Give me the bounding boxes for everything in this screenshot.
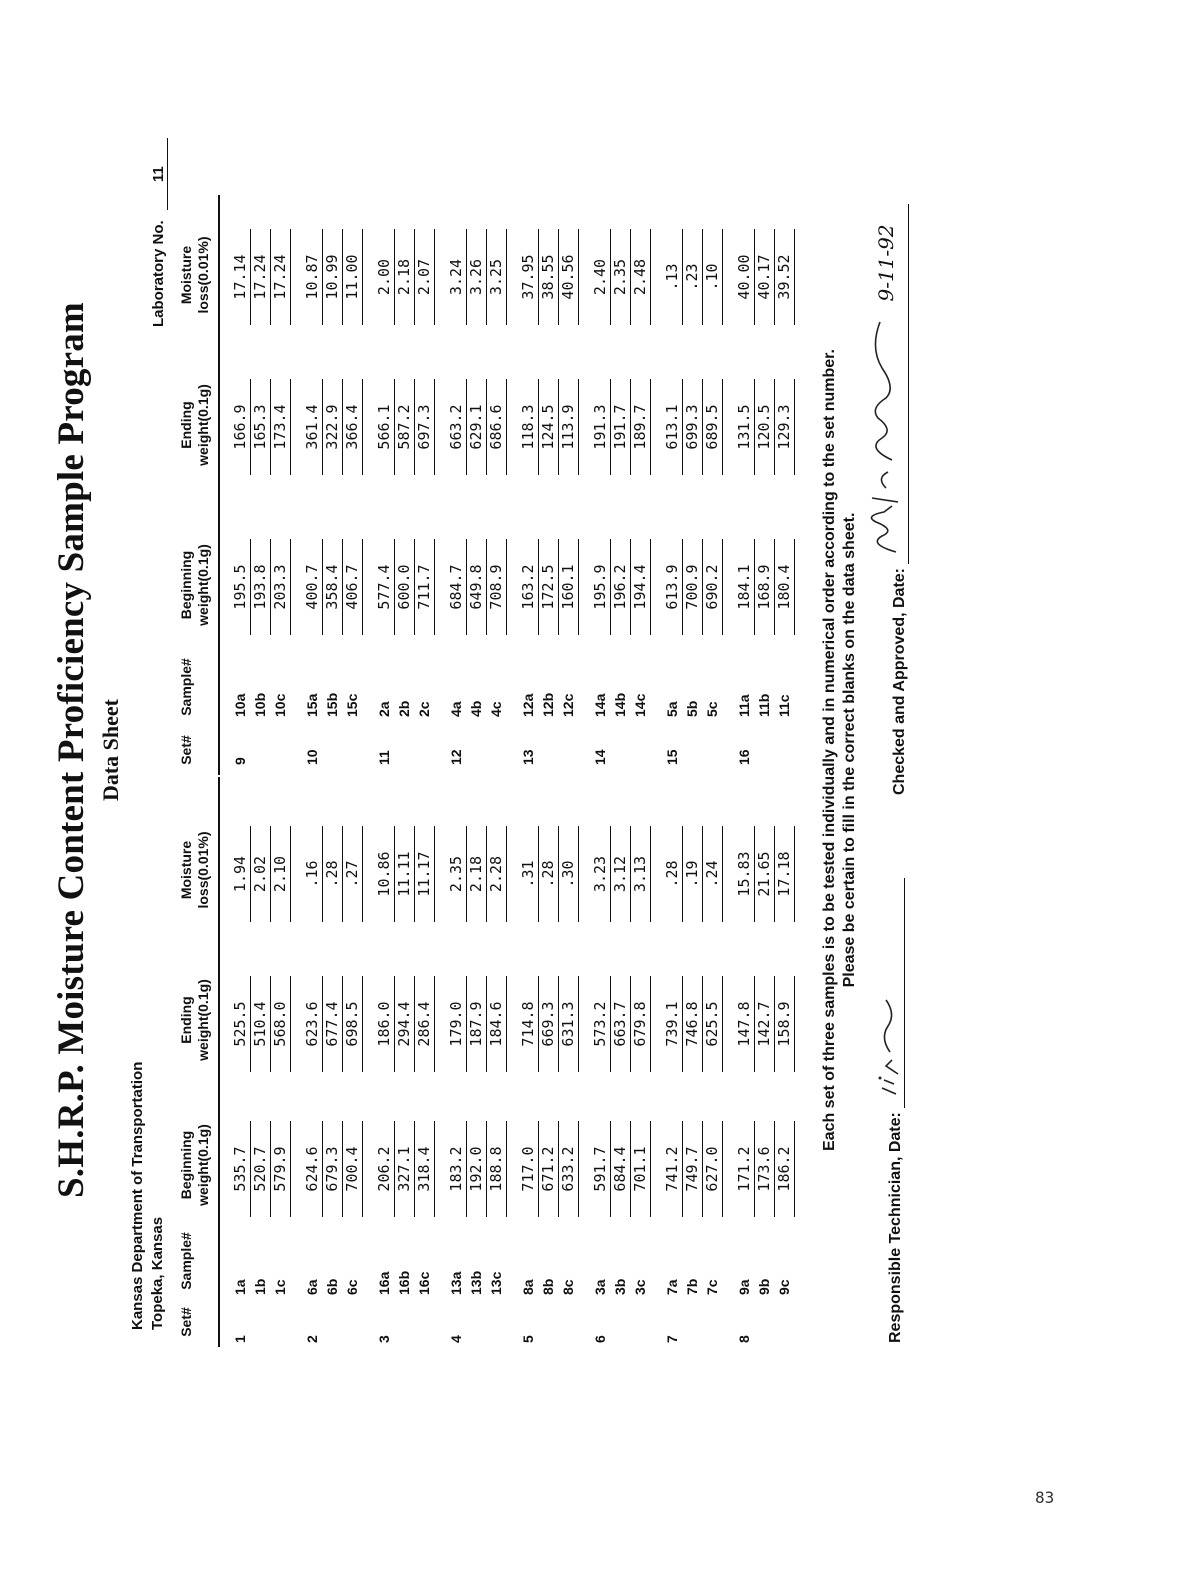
ending-weight: 294.4 [394, 976, 415, 1072]
page-title: S.H.R.P. Moisture Content Proficiency Sample Program [51, 302, 92, 1198]
moisture-loss: 17.24 [270, 229, 291, 325]
sample-id: 5c [704, 701, 720, 717]
sample-id: 4a [448, 701, 464, 717]
sample-id: 10b [252, 692, 268, 717]
ending-weight: 510.4 [250, 976, 271, 1072]
moisture-loss: .27 [342, 826, 363, 922]
ending-weight: 118.3 [518, 379, 539, 475]
sample-id: 8a [520, 1279, 536, 1295]
beginning-weight: 168.9 [754, 539, 775, 635]
beginning-weight: 701.1 [630, 1121, 651, 1217]
beginning-weight: 708.9 [486, 539, 507, 635]
beginning-weight: 700.4 [342, 1121, 363, 1217]
ending-weight: 173.4 [270, 379, 291, 475]
header-rule-right [218, 195, 220, 775]
sample-id: 4b [468, 700, 484, 717]
header-beginning-left: Beginning weight(0.1g) [178, 1124, 211, 1206]
moisture-loss: 3.24 [446, 229, 467, 325]
ending-weight: 613.1 [662, 379, 683, 475]
header-ending-left: Ending weight(0.1g) [178, 979, 211, 1061]
beginning-weight: 671.2 [538, 1121, 559, 1217]
moisture-loss: 11.17 [414, 826, 435, 922]
header-moisture-right: Moisture loss(0.01%) [178, 236, 211, 314]
set-number: 16 [736, 749, 752, 765]
ending-weight: 686.6 [486, 379, 507, 475]
ending-weight: 191.3 [590, 379, 611, 475]
sample-id: 12c [560, 693, 576, 717]
moisture-loss: .16 [302, 826, 323, 922]
sample-id: 6b [324, 1278, 340, 1295]
sample-id: 16c [416, 1271, 432, 1295]
page-number: 83 [1035, 1488, 1055, 1507]
ending-weight: 568.0 [270, 976, 291, 1072]
beginning-weight: 203.3 [270, 539, 291, 635]
moisture-loss: .28 [538, 826, 559, 922]
beginning-weight: 749.7 [682, 1121, 703, 1217]
ending-weight: 120.5 [754, 379, 775, 475]
sample-id: 7a [664, 1279, 680, 1295]
beginning-weight: 196.2 [610, 539, 631, 635]
sample-id: 13b [468, 1270, 484, 1295]
set-number: 4 [448, 1335, 464, 1343]
moisture-loss: 2.35 [446, 826, 467, 922]
header-moisture-left: Moisture loss(0.01%) [178, 831, 211, 909]
set-number: 7 [664, 1335, 680, 1343]
beginning-weight: 613.9 [662, 539, 683, 635]
sample-id: 12b [540, 692, 556, 717]
set-number: 8 [736, 1335, 752, 1343]
sample-id: 7b [684, 1278, 700, 1295]
ending-weight: 625.5 [702, 976, 723, 1072]
beginning-weight: 624.6 [302, 1121, 323, 1217]
set-number: 14 [592, 749, 608, 765]
ending-weight: 663.2 [446, 379, 467, 475]
organization-location: Topeka, Kansas [149, 1216, 166, 1330]
moisture-loss: 40.17 [754, 229, 775, 325]
checked-approved-line [874, 204, 909, 564]
ending-weight: 131.5 [734, 379, 755, 475]
instructions-line-2: Please be certain to fill in the correct blanks on the data sheet. [841, 512, 858, 988]
beginning-weight: 358.4 [322, 539, 343, 635]
responsible-technician-line [880, 878, 905, 1108]
sample-id: 10c [272, 693, 288, 717]
sample-id: 5a [664, 701, 680, 717]
responsible-technician [880, 878, 905, 1343]
sample-id: 2b [396, 700, 412, 717]
moisture-loss: .28 [322, 826, 343, 922]
header-sample-right: Sample# [178, 658, 194, 716]
ending-weight: 697.3 [414, 379, 435, 475]
moisture-loss: 40.56 [558, 229, 579, 325]
moisture-loss: 38.55 [538, 229, 559, 325]
sample-id: 14a [592, 693, 608, 717]
beginning-weight: 627.0 [702, 1121, 723, 1217]
ending-weight: 689.5 [702, 379, 723, 475]
ending-weight: 186.0 [374, 976, 395, 1072]
beginning-weight: 193.8 [250, 539, 271, 635]
beginning-weight: 184.1 [734, 539, 755, 635]
beginning-weight: 192.0 [466, 1121, 487, 1217]
moisture-loss: 1.94 [230, 826, 251, 922]
ending-weight: 286.4 [414, 976, 435, 1072]
approver-signature [862, 308, 906, 558]
moisture-loss: 10.86 [374, 826, 395, 922]
beginning-weight: 406.7 [342, 539, 363, 635]
moisture-loss: 3.13 [630, 826, 651, 922]
ending-weight: 322.9 [322, 379, 343, 475]
beginning-weight: 173.6 [754, 1121, 775, 1217]
moisture-loss: .10 [702, 229, 723, 325]
sample-id: 3c [632, 1279, 648, 1295]
header-set-right: Set# [178, 735, 194, 765]
ending-weight: 142.7 [754, 976, 775, 1072]
moisture-loss: 21.65 [754, 826, 775, 922]
moisture-loss: 3.26 [466, 229, 487, 325]
ending-weight: 191.7 [610, 379, 631, 475]
ending-weight: 629.1 [466, 379, 487, 475]
ending-weight: 699.3 [682, 379, 703, 475]
beginning-weight: 679.3 [322, 1121, 343, 1217]
sample-id: 6a [304, 1279, 320, 1295]
beginning-weight: 318.4 [414, 1121, 435, 1217]
sample-id: 8b [540, 1278, 556, 1295]
sample-id: 9b [756, 1278, 772, 1295]
beginning-weight: 172.5 [538, 539, 559, 635]
sample-id: 15a [304, 693, 320, 717]
set-number: 6 [592, 1335, 608, 1343]
ending-weight: 165.3 [250, 379, 271, 475]
moisture-loss: 3.25 [486, 229, 507, 325]
set-number: 15 [664, 749, 680, 765]
set-number: 11 [376, 750, 392, 765]
ending-weight: 669.3 [538, 976, 559, 1072]
responsible-technician-label: Responsible Technician, Date: [887, 1112, 904, 1343]
set-number: 3 [376, 1335, 392, 1343]
laboratory-label: Laboratory No. [150, 220, 167, 327]
sample-id: 16b [396, 1270, 412, 1295]
sample-id: 15c [344, 693, 360, 717]
sample-id: 13c [488, 1271, 504, 1295]
ending-weight: 623.6 [302, 976, 323, 1072]
beginning-weight: 717.0 [518, 1121, 539, 1217]
moisture-loss: 10.87 [302, 229, 323, 325]
sample-id: 4c [488, 701, 504, 717]
beginning-weight: 579.9 [270, 1121, 291, 1217]
sample-id: 13a [448, 1271, 464, 1295]
beginning-weight: 591.7 [590, 1121, 611, 1217]
instructions-note [820, 25, 860, 1475]
beginning-weight: 163.2 [518, 539, 539, 635]
sample-id: 1c [272, 1279, 288, 1295]
beginning-weight: 577.4 [374, 539, 395, 635]
approval-date: 9-11-92 [874, 224, 898, 302]
set-number: 12 [448, 749, 464, 765]
ending-weight: 746.8 [682, 976, 703, 1072]
moisture-loss: 2.18 [394, 229, 415, 325]
moisture-loss: 2.35 [610, 229, 631, 325]
instructions-line-1: Each set of three samples is to be tested individually and in numerical order according to the set number. [821, 349, 838, 1151]
beginning-weight: 633.2 [558, 1121, 579, 1217]
moisture-loss: .28 [662, 826, 683, 922]
beginning-weight: 195.5 [230, 539, 251, 635]
ending-weight: 361.4 [302, 379, 323, 475]
header-set-left: Set# [178, 1307, 194, 1337]
beginning-weight: 741.2 [662, 1121, 683, 1217]
sample-id: 3b [612, 1278, 628, 1295]
beginning-weight: 400.7 [302, 539, 323, 635]
ending-weight: 631.3 [558, 976, 579, 1072]
moisture-loss: 3.12 [610, 826, 631, 922]
ending-weight: 113.9 [558, 379, 579, 475]
beginning-weight: 520.7 [250, 1121, 271, 1217]
ending-weight: 714.8 [518, 976, 539, 1072]
ending-weight: 166.9 [230, 379, 251, 475]
checked-approved [874, 204, 909, 795]
moisture-loss: 37.95 [518, 229, 539, 325]
beginning-weight: 684.4 [610, 1121, 631, 1217]
rotated-sheet [0, 25, 1000, 1475]
beginning-weight: 535.7 [230, 1121, 251, 1217]
beginning-weight: 684.7 [446, 539, 467, 635]
checked-approved-label: Checked and Approved, Date: [891, 567, 908, 795]
ending-weight: 677.4 [322, 976, 343, 1072]
moisture-loss: 17.14 [230, 229, 251, 325]
moisture-loss: 11.00 [342, 229, 363, 325]
ending-weight: 573.2 [590, 976, 611, 1072]
moisture-loss: 2.40 [590, 229, 611, 325]
moisture-loss: 2.48 [630, 229, 651, 325]
moisture-loss: .31 [518, 826, 539, 922]
beginning-weight: 700.9 [682, 539, 703, 635]
set-number: 5 [520, 1335, 536, 1343]
sample-id: 11c [776, 694, 792, 717]
moisture-loss: 3.23 [590, 826, 611, 922]
sample-id: 14c [632, 693, 648, 717]
moisture-loss: 39.52 [774, 229, 795, 325]
moisture-loss: 2.18 [466, 826, 487, 922]
set-number: 13 [520, 749, 536, 765]
sample-id: 14b [612, 692, 628, 717]
sample-id: 5b [684, 700, 700, 717]
ending-weight: 124.5 [538, 379, 559, 475]
sample-id: 1a [232, 1279, 248, 1295]
moisture-loss: .19 [682, 826, 703, 922]
ending-weight: 739.1 [662, 976, 683, 1072]
sample-id: 8c [560, 1279, 576, 1295]
sample-id: 2a [376, 701, 392, 717]
laboratory-value: 11 [150, 138, 168, 210]
beginning-weight: 194.4 [630, 539, 651, 635]
header-sample-left: Sample# [178, 1232, 194, 1290]
beginning-weight: 195.9 [590, 539, 611, 635]
moisture-loss: 2.02 [250, 826, 271, 922]
ending-weight: 187.9 [466, 976, 487, 1072]
beginning-weight: 327.1 [394, 1121, 415, 1217]
ending-weight: 587.2 [394, 379, 415, 475]
beginning-weight: 171.2 [734, 1121, 755, 1217]
moisture-loss: 10.99 [322, 229, 343, 325]
ending-weight: 698.5 [342, 976, 363, 1072]
beginning-weight: 186.2 [774, 1121, 795, 1217]
sample-id: 3a [592, 1279, 608, 1295]
moisture-loss: 2.10 [270, 826, 291, 922]
technician-signature [874, 988, 904, 1098]
ending-weight: 566.1 [374, 379, 395, 475]
moisture-loss: 2.07 [414, 229, 435, 325]
moisture-loss: 17.18 [774, 826, 795, 922]
header-beginning-right: Beginning weight(0.1g) [178, 544, 211, 626]
beginning-weight: 649.8 [466, 539, 487, 635]
organization-block [128, 1062, 168, 1330]
ending-weight: 129.3 [774, 379, 795, 475]
sample-id: 11a [736, 694, 752, 717]
sample-id: 15b [324, 692, 340, 717]
ending-weight: 679.8 [630, 976, 651, 1072]
moisture-loss: 15.83 [734, 826, 755, 922]
ending-weight: 179.0 [446, 976, 467, 1072]
sample-id: 12a [520, 693, 536, 717]
moisture-loss: 2.28 [486, 826, 507, 922]
page-subtitle: Data Sheet [98, 698, 123, 802]
moisture-loss: 17.24 [250, 229, 271, 325]
header-ending-right: Ending weight(0.1g) [178, 384, 211, 466]
beginning-weight: 206.2 [374, 1121, 395, 1217]
moisture-loss: .30 [558, 826, 579, 922]
ending-weight: 184.6 [486, 976, 507, 1072]
sample-id: 16a [376, 1271, 392, 1295]
moisture-loss: 40.00 [734, 229, 755, 325]
moisture-loss: 2.00 [374, 229, 395, 325]
header-rule-left [218, 777, 220, 1347]
beginning-weight: 160.1 [558, 539, 579, 635]
beginning-weight: 600.0 [394, 539, 415, 635]
moisture-loss: .23 [682, 229, 703, 325]
ending-weight: 366.4 [342, 379, 363, 475]
sample-id: 7c [704, 1279, 720, 1295]
sample-id: 2c [416, 701, 432, 717]
moisture-loss: .13 [662, 229, 683, 325]
beginning-weight: 690.2 [702, 539, 723, 635]
set-number: 10 [304, 749, 320, 765]
sample-id: 6c [344, 1279, 360, 1295]
sample-id: 1b [252, 1278, 268, 1295]
beginning-weight: 188.8 [486, 1121, 507, 1217]
beginning-weight: 711.7 [414, 539, 435, 635]
sample-id: 11b [756, 693, 772, 717]
ending-weight: 147.8 [734, 976, 755, 1072]
sample-id: 10a [232, 693, 248, 717]
organization-name: Kansas Department of Transportation [129, 1061, 146, 1330]
sample-id: 9a [736, 1279, 752, 1295]
set-number: 2 [304, 1335, 320, 1343]
ending-weight: 189.7 [630, 379, 651, 475]
sample-id: 9c [776, 1279, 792, 1295]
moisture-loss: .24 [702, 826, 723, 922]
beginning-weight: 180.4 [774, 539, 795, 635]
set-number: 9 [232, 757, 248, 765]
moisture-loss: 11.11 [394, 826, 415, 922]
beginning-weight: 183.2 [446, 1121, 467, 1217]
laboratory-number [150, 138, 168, 327]
ending-weight: 158.9 [774, 976, 795, 1072]
set-number: 1 [232, 1335, 248, 1343]
ending-weight: 663.7 [610, 976, 631, 1072]
ending-weight: 525.5 [230, 976, 251, 1072]
